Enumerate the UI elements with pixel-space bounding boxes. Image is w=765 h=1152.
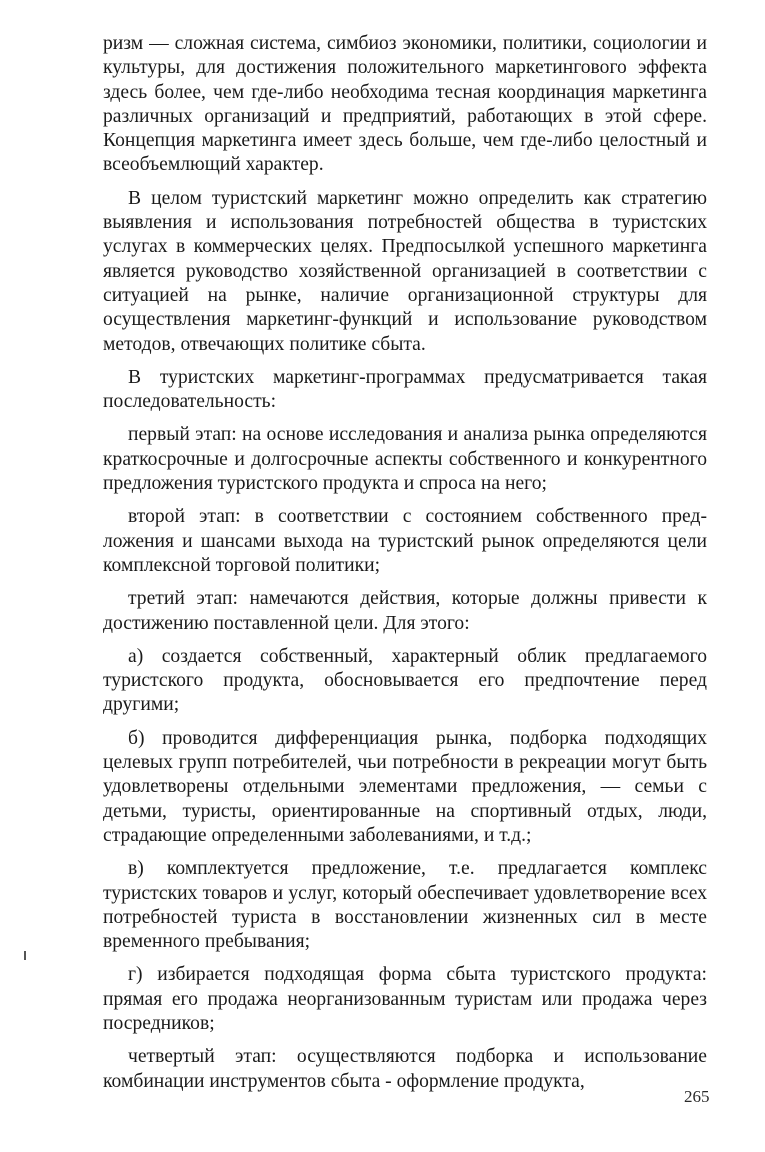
page-number: 265 [684,1087,710,1106]
paragraph-item-g: г) избирается подходящая форма сбыта туристского продукта: прямая его продажа неорганизованным туристам или продажа через посредников; [103,964,707,1034]
paragraph-continuation: ризм — сложная система, симбиоз экономики, политики, социологии и культуры, для достижения положительного маркетингового эффекта здесь более, чем где-либо необходима тесная координация маркетинга различных организаций и предприятий, работающих в этой сфере. Концепция маркетинга имеет здесь больше, чем где-либо целостный и всеобъемлющий характер. [103,33,707,176]
paragraph-item-a: а) создается собственный, характерный облик предлагаемого туристского продукта, обосновывается его предпочтение перед другими; [103,645,707,716]
margin-mark [24,951,26,960]
paragraph-item-b: б) проводится дифференциация рынка, подборка подходящих целевых групп потребителей, чьи потребности в рекреации могут быть удовлетворены отдельными элементами предложения, — семьи с детьми, туристы, ориентированные на спортивный отдых, люди, страдающие определенными заболеваниями, и т.д.; [103,727,707,846]
paragraph-stage-one: первый этап: на основе исследования и анализа рынка определяются краткосрочные и долгосрочные аспекты собственного и конкурентного предложения туристского продукта и спроса на него; [103,424,707,495]
paragraph-stage-three: третий этап: намечаются действия, которые должны привести к достижению поставленной цели. Для этого: [103,588,707,634]
paragraph-stage-four: четвертый этап: осуществляются подборка и использование комбинации инструментов сбыта - оформление продукта, [103,1046,707,1092]
body-text [103,32,707,1103]
paragraph-definition: В целом туристский маркетинг можно определить как стратегию выявления и использования потребностей общества в туристских услугах в коммерческих целях. Предпосылкой успешного маркетинга является руководство хозяйственной организацией в соответствии с ситуацией на рынке, наличие организационной структуры для осуществления маркетинг-функций и использование руководством методов, отвечающих политике сбыта. [103,187,707,355]
paragraph-item-v: в) комплектуется предложение, т.е. предлагается комплекс туристских товаров и услуг, который обеспечивает удовлетворение всех потребностей туриста в восстановлении жизненных сил в месте временного пребывания; [103,858,707,953]
paragraph-stage-two: второй этап: в соответствии с состоянием собственного предложения и шансами выхода на туристский рынок определяются цели комплексной торговой политики; [103,506,707,576]
paragraph-sequence-intro: В туристских маркетинг-программах предусматривается такая последовательность: [103,366,707,413]
